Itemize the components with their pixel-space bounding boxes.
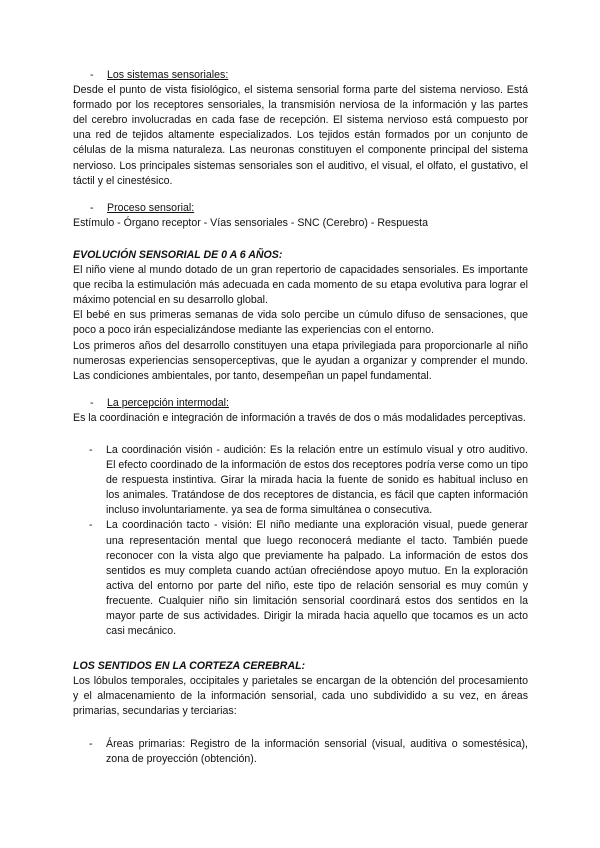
list-item xyxy=(73,737,528,767)
percepcion-intermodal-paragraph: Es la coordinación e integración de información a través de dos o más modalidades perceptivas. xyxy=(73,411,526,424)
list-item-text: Áreas primarias: Registro de la información sensorial (visual, auditiva o somestésica), zona de proyección (obtención). xyxy=(106,737,528,765)
bullet-dash: - xyxy=(90,69,94,81)
sistemas-sensoriales-paragraph: Desde el punto de vista fisiológico, el sistema sensorial forma parte del sistema nervioso. Está formado por los receptores sensoriales, la transmisión nerviosa de la información y las partes del cerebro involucradas en cada fase de recepción. El sistema nervioso está compuesto por una red de tejidos altamente especializados. Los tejidos están formados por un conjunto de células de la misma naturaleza. Las neuronas constituyen el componente principal del sistema nervioso. Los principales sistemas sensoriales son el auditivo, el visual, el olfato, el gustativo, el táctil y el cinestésico. xyxy=(73,84,528,187)
spacer xyxy=(73,639,528,659)
percepcion-intermodal-bullet xyxy=(73,396,528,411)
spacer xyxy=(73,189,528,201)
evolucion-paragraph-2: El bebé en sus primeras semanas de vida solo percibe un cúmulo difuso de sensaciones, que poco a poco irán especializándose mediante las experiencias con el entorno. xyxy=(73,309,528,337)
proceso-sensorial-bullet xyxy=(73,201,528,216)
bullet-dash: - xyxy=(89,519,93,532)
list-item-text: La coordinación visión - audición: Es la relación entre un estímulo visual y otro auditivo. El efecto coordinado de la información de estos dos receptores podría verse como un tipo de respuesta instintiva. Girar la mirada hacia la fuente de sonido es habitual incluso en los animales. Tratándose de dos receptores de distancia, es fácil que capten información incluso involuntariamente. ya sea de forma simultánea o consecutiva. xyxy=(106,443,528,517)
spacer xyxy=(73,384,528,396)
proceso-sensorial-paragraph: Estímulo - Órgano receptor - Vías sensoriales - SNC (Cerebro) - Respuesta xyxy=(73,216,429,229)
bullet-dash: - xyxy=(90,201,94,214)
percepcion-intermodal-title: La percepción intermodal: xyxy=(107,396,229,409)
bullet-dash: - xyxy=(90,396,94,409)
bullet-dash: - xyxy=(89,443,93,456)
corteza-cerebral-heading: LOS SENTIDOS EN LA CORTEZA CEREBRAL: xyxy=(73,660,306,673)
list-item-text: La coordinación tacto - visión: El niño mediante una exploración visual, puede generar una representación mental que luego reconocerá mediante el tacto. También puede reconocer con la vista algo que previamente ha palpado. La información de estos dos sentidos es muy completa cuando actúan ofreciéndose apoyo mutuo. En la exploración activa del entorno por parte del niño, este tipo de relación sensorial es muy común y frecuente. Cualquier niño sin limitación sensorial coordinará estos dos sentidos en la mayor parte de sus actividades. Dirigir la mirada hacia aquello que tocamos es un acto casi mecánico. xyxy=(106,519,528,638)
corteza-cerebral-paragraph: Los lóbulos temporales, occipitales y parietales se encargan de la obtención del procesamiento y el almacenamiento de la información sensorial, cada uno subdividido a su vez, en áreas primarias, secundarias y terciarias: xyxy=(73,675,528,718)
sistemas-sensoriales-title: Los sistemas sensoriales: xyxy=(107,69,229,81)
evolucion-paragraph-1: El niño viene al mundo dotado de un gran repertorio de capacidades sensoriales. Es importante que reciba la estimulación más adecuada en cada momento de su etapa evolutiva para lograr el máximo potencial en su desarrollo global. xyxy=(73,264,528,307)
list-item xyxy=(73,518,528,639)
spacer xyxy=(73,231,528,248)
list-item xyxy=(73,443,528,518)
spacer xyxy=(73,426,528,443)
sistemas-sensoriales-bullet xyxy=(73,68,528,83)
evolucion-sensorial-heading: EVOLUCIÓN SENSORIAL DE 0 A 6 AÑOS: xyxy=(73,248,283,261)
document-content xyxy=(73,68,528,767)
evolucion-paragraph-3: Los primeros años del desarrollo constituyen una etapa privilegiada para proporcionarle al niño numerosas experiencias sensoperceptivas, que le ayudan a organizar y comprender el mundo. Las condiciones ambientales, por tanto, desempeñan un papel fundamental. xyxy=(73,339,528,382)
proceso-sensorial-title: Proceso sensorial: xyxy=(107,201,195,214)
bullet-dash: - xyxy=(89,737,93,750)
spacer xyxy=(73,720,528,737)
